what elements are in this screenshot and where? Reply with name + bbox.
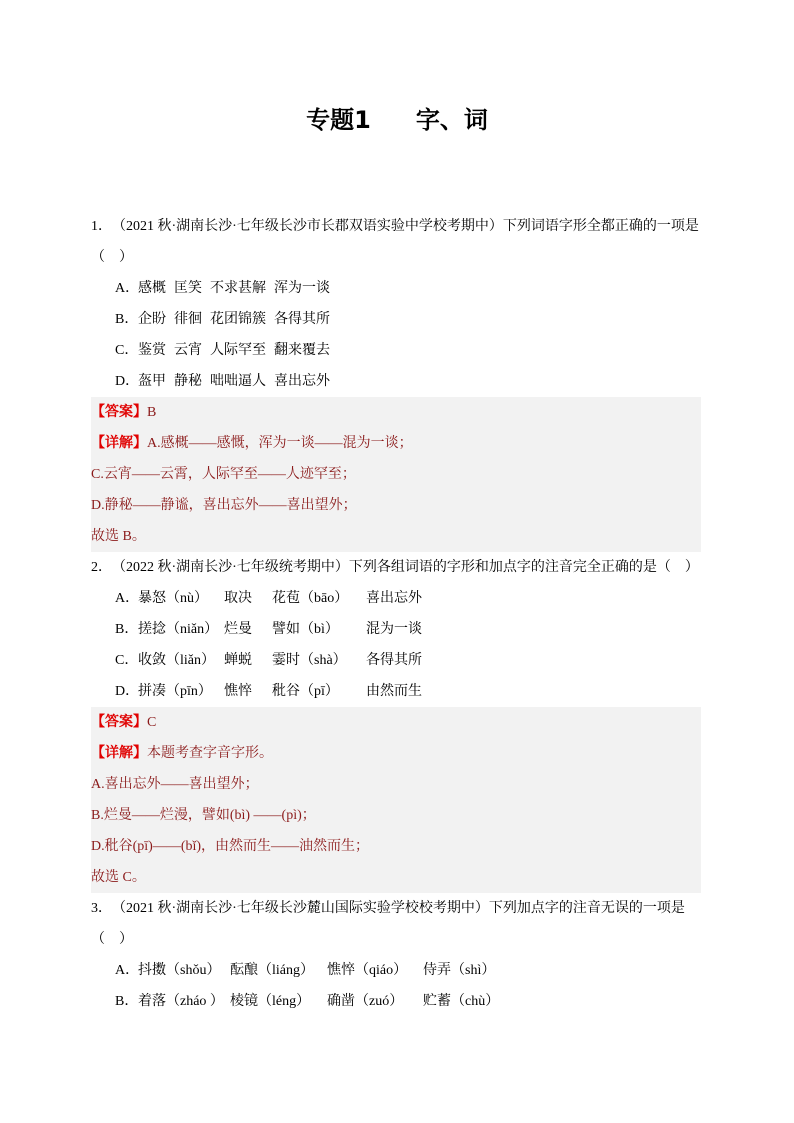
blank-parens: （ ） xyxy=(656,560,699,575)
detail-line xyxy=(91,738,701,769)
option-item: 匡笑 xyxy=(174,281,202,296)
option-item: 酝酿（liáng） xyxy=(230,963,314,978)
question-source: （2022 秋·湖南长沙·七年级统考期中） xyxy=(112,560,349,575)
option-item: 拼凑（pīn） xyxy=(138,684,212,699)
option-item: 收敛（liǎn） xyxy=(138,653,215,668)
option-item: 翻来覆去 xyxy=(274,343,330,358)
option-letter: B． xyxy=(115,312,139,327)
question-number: 3． xyxy=(91,901,112,916)
option-item: 确凿（zuó） xyxy=(327,994,404,1009)
option-item: 憔悴（qiáo） xyxy=(327,963,408,978)
option-item: 花团锦簇 xyxy=(210,312,266,327)
option-item: 云宵 xyxy=(174,343,202,358)
question-1 xyxy=(91,211,703,552)
option-b xyxy=(91,614,703,645)
question-text: 下列加点字的注音无误的一项是 xyxy=(488,901,685,916)
option-item: 各得其所 xyxy=(366,653,422,668)
detail-line: B.烂曼——烂漫，譬如(bì) ——(pì)； xyxy=(91,808,316,823)
question-stem xyxy=(91,552,703,583)
option-a xyxy=(91,955,703,986)
option-letter: B． xyxy=(115,622,139,637)
conclusion-line: 故选 B。 xyxy=(91,529,146,544)
option-item: 霎时（shà） xyxy=(272,653,347,668)
option-letter: A． xyxy=(115,281,140,296)
answer-line xyxy=(91,707,701,738)
question-stem xyxy=(91,211,703,242)
option-item: 不求甚解 xyxy=(210,281,266,296)
detail-line: A.喜出忘外——喜出望外； xyxy=(91,777,259,792)
question-2 xyxy=(91,552,703,893)
option-item: 混为一谈 xyxy=(366,622,422,637)
option-item: 譬如（bì） xyxy=(272,622,339,637)
conclusion-line: 故选 C。 xyxy=(91,870,146,885)
option-letter: B． xyxy=(115,994,139,1009)
blank-parens: （ ） xyxy=(91,932,133,947)
option-item: 由然而生 xyxy=(366,684,422,699)
answer-label: 【答案】 xyxy=(91,405,147,420)
answer-value: B xyxy=(147,405,157,420)
title-prefix: 专题1 xyxy=(306,106,371,134)
option-c xyxy=(91,335,703,366)
detail-line: D.静秘——静谧，喜出忘外——喜出望外； xyxy=(91,498,357,513)
question-stem xyxy=(91,893,703,924)
answer-label: 【答案】 xyxy=(91,715,147,730)
option-item: 浑为一谈 xyxy=(274,281,330,296)
answer-blank xyxy=(91,242,703,273)
option-item: 棱镜（léng） xyxy=(230,994,311,1009)
option-item: 徘徊 xyxy=(174,312,202,327)
option-letter: D． xyxy=(115,374,140,389)
option-a xyxy=(91,583,703,614)
detail-line: C.云宵——云霄，人际罕至——人迹罕至； xyxy=(91,467,356,482)
option-item: 人际罕至 xyxy=(210,343,266,358)
option-item: 静秘 xyxy=(174,374,202,389)
detail-line xyxy=(91,428,701,459)
question-number: 2． xyxy=(91,560,112,575)
answer-value: C xyxy=(147,715,157,730)
question-number: 1． xyxy=(91,219,112,234)
question-source: （2021 秋·湖南长沙·七年级长沙麓山国际实验学校校考期中） xyxy=(112,901,489,916)
option-item: 抖擞（shǒu） xyxy=(138,963,221,978)
option-item: 侍弄（shì） xyxy=(423,963,496,978)
detail-label: 【详解】 xyxy=(91,746,147,761)
detail-label: 【详解】 xyxy=(91,436,147,451)
option-item: 蝉蜕 xyxy=(224,653,252,668)
option-letter: D． xyxy=(115,684,140,699)
option-d xyxy=(91,366,703,397)
answer-block xyxy=(91,707,701,893)
option-d xyxy=(91,676,703,707)
detail-line: D.秕谷(pī)——(bǐ)，由然而生——油然而生； xyxy=(91,839,370,854)
option-b xyxy=(91,986,703,1017)
option-item: 鉴赏 xyxy=(138,343,166,358)
option-item: 花苞（bāo） xyxy=(272,591,349,606)
option-b xyxy=(91,304,703,335)
answer-block xyxy=(91,397,701,552)
option-item: 憔悴 xyxy=(224,684,252,699)
option-item: 着落（zháo ） xyxy=(138,994,224,1009)
option-letter: C． xyxy=(115,653,139,668)
option-c xyxy=(91,645,703,676)
option-item: 秕谷（pī） xyxy=(272,684,339,699)
option-item: 搓捻（niǎn） xyxy=(138,622,219,637)
option-item: 喜出忘外 xyxy=(274,374,330,389)
question-text: 下列词语字形全都正确的一项是 xyxy=(502,219,699,234)
option-item: 烂曼 xyxy=(224,622,252,637)
answer-line xyxy=(91,397,701,428)
page-title xyxy=(0,104,794,136)
answer-blank xyxy=(91,924,703,955)
question-3 xyxy=(91,893,703,1017)
option-item: 咄咄逼人 xyxy=(210,374,266,389)
option-item: 感概 xyxy=(138,281,166,296)
question-text: 下列各组词语的字形和加点字的注音完全正确的是 xyxy=(348,560,657,575)
option-letter: A． xyxy=(115,963,140,978)
option-item: 喜出忘外 xyxy=(366,591,422,606)
question-list xyxy=(91,211,703,1017)
option-item: 暴怒（nù） xyxy=(138,591,208,606)
question-source: （2021 秋·湖南长沙·七年级长沙市长郡双语实验中学校考期中） xyxy=(112,219,503,234)
detail-text: 本题考查字音字形。 xyxy=(147,746,273,761)
option-item: 取决 xyxy=(224,591,252,606)
option-item: 盔甲 xyxy=(138,374,166,389)
title-main: 字、词 xyxy=(415,106,488,134)
option-letter: C． xyxy=(115,343,139,358)
option-item: 贮蓄（chù） xyxy=(423,994,500,1009)
option-item: 企盼 xyxy=(138,312,166,327)
blank-parens: （ ） xyxy=(91,250,133,265)
option-letter: A． xyxy=(115,591,140,606)
option-item: 各得其所 xyxy=(274,312,330,327)
detail-text: A.感概——感慨，浑为一谈——混为一谈； xyxy=(147,436,413,451)
option-a xyxy=(91,273,703,304)
